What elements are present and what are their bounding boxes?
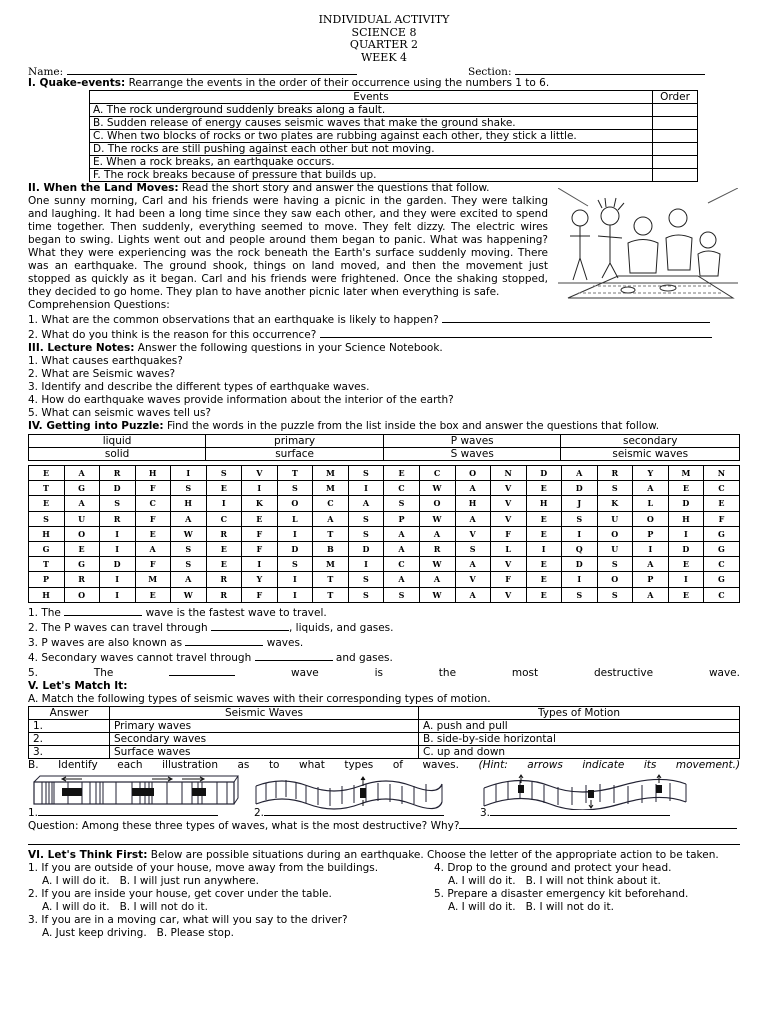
puzzle-letter[interactable]: C	[704, 557, 740, 572]
part5-b-instruction: B. Identify each illustration as to what types of waves. (Hint: arrows indicate its movement.)	[28, 758, 741, 771]
puzzle-letter[interactable]: E	[668, 481, 704, 496]
blank[interactable]	[255, 650, 333, 661]
part6-situations	[28, 862, 740, 962]
blank[interactable]	[64, 605, 142, 616]
puzzle-letter[interactable]: T	[29, 481, 65, 496]
part3-title: III. Lecture Notes:	[28, 342, 135, 354]
puzzle-row	[29, 572, 740, 587]
header-line-4: WEEK 4	[360, 50, 408, 64]
puzzle-letter[interactable]: F	[491, 526, 527, 541]
part3-instruction: Answer the following questions in your Science Notebook.	[134, 342, 443, 354]
puzzle-letter[interactable]: G	[64, 557, 100, 572]
illustration-label-3: 3.	[480, 805, 670, 820]
puzzle-letter[interactable]: O	[597, 572, 633, 587]
part6-title: VI. Let's Think First:	[28, 848, 148, 861]
blank[interactable]	[185, 635, 263, 646]
puzzle-letter[interactable]: S	[455, 541, 491, 556]
puzzle-letter[interactable]: I	[348, 481, 384, 496]
puzzle-letter[interactable]: E	[206, 557, 242, 572]
puzzle-letter[interactable]: E	[29, 466, 65, 481]
puzzle-letter[interactable]: A	[562, 466, 598, 481]
puzzle-letter[interactable]: F	[704, 511, 740, 526]
puzzle-letter[interactable]: I	[171, 466, 207, 481]
puzzle-letter[interactable]: E	[135, 587, 171, 602]
picnic-illustration	[558, 188, 738, 308]
puzzle-letter[interactable]: C	[384, 557, 420, 572]
puzzle-letter[interactable]: I	[100, 541, 136, 556]
puzzle-letter[interactable]: D	[100, 481, 136, 496]
puzzle-letter[interactable]: I	[562, 526, 598, 541]
answer-cell[interactable]: 1.	[29, 719, 110, 732]
lecture-question: 4. How do earthquake waves provide information about the interior of the earth?	[28, 394, 454, 406]
puzzle-letter[interactable]: I	[100, 526, 136, 541]
puzzle-letter[interactable]: S	[171, 541, 207, 556]
puzzle-letter[interactable]: R	[100, 511, 136, 526]
puzzle-letter[interactable]: D	[562, 481, 598, 496]
puzzle-letter[interactable]: N	[704, 466, 740, 481]
puzzle-letter[interactable]: R	[206, 587, 242, 602]
puzzle-q3: 3. P waves are also known as waves.	[28, 636, 304, 649]
motion-cell: A. push and pull	[419, 719, 740, 732]
puzzle-letter[interactable]: T	[313, 526, 349, 541]
puzzle-letter[interactable]: V	[242, 466, 278, 481]
header-line-3: QUARTER 2	[349, 38, 419, 51]
word-item: surface	[206, 448, 384, 461]
puzzle-letter[interactable]: I	[100, 572, 136, 587]
puzzle-letter[interactable]: K	[597, 496, 633, 511]
part5-title: V. Let's Match It:	[28, 679, 128, 692]
part4-instruction: Find the words in the puzzle from the list inside the box and answer the questions that follow.	[163, 420, 660, 432]
lecture-question: 2. What are Seismic waves?	[28, 368, 176, 380]
puzzle-letter[interactable]: S	[348, 466, 384, 481]
puzzle-letter[interactable]: Y	[633, 466, 669, 481]
header-line-2: SCIENCE 8	[351, 25, 417, 39]
q2-answer-line[interactable]	[320, 327, 712, 338]
puzzle-letter[interactable]: H	[29, 526, 65, 541]
order-cell[interactable]	[653, 156, 698, 169]
puzzle-letter[interactable]: A	[455, 557, 491, 572]
puzzle-letter[interactable]: O	[420, 496, 456, 511]
blank[interactable]	[211, 620, 289, 631]
match-header-motion: Types of Motion	[419, 706, 740, 719]
puzzle-letter[interactable]: M	[313, 481, 349, 496]
puzzle-letter[interactable]: A	[420, 526, 456, 541]
puzzle-letter[interactable]: P	[633, 526, 669, 541]
puzzle-letter[interactable]: E	[526, 557, 562, 572]
puzzle-letter[interactable]: G	[704, 526, 740, 541]
word-search-grid	[28, 465, 740, 603]
blank[interactable]	[169, 665, 235, 676]
puzzle-letter[interactable]: I	[348, 557, 384, 572]
puzzle-letter[interactable]: G	[64, 481, 100, 496]
situation-choices[interactable]: A. I will do it. B. I will not do it.	[448, 900, 614, 913]
puzzle-letter[interactable]: S	[348, 511, 384, 526]
puzzle-letter[interactable]: M	[313, 466, 349, 481]
puzzle-letter[interactable]: S	[562, 511, 598, 526]
puzzle-letter[interactable]: F	[135, 511, 171, 526]
puzzle-letter[interactable]: A	[633, 557, 669, 572]
lecture-question: 1. What causes earthquakes?	[28, 355, 183, 367]
puzzle-letter[interactable]: E	[526, 511, 562, 526]
puzzle-letter[interactable]: V	[491, 587, 527, 602]
puzzle-letter[interactable]: I	[668, 572, 704, 587]
order-cell[interactable]	[653, 117, 698, 130]
part4-heading	[28, 420, 740, 433]
puzzle-letter[interactable]: E	[242, 511, 278, 526]
word-item: secondary	[561, 435, 740, 448]
situation-question: 4. Drop to the ground and protect your head.	[434, 861, 672, 874]
puzzle-letter[interactable]: O	[64, 526, 100, 541]
puzzle-letter[interactable]: H	[29, 587, 65, 602]
puzzle-letter[interactable]: E	[526, 481, 562, 496]
puzzle-letter[interactable]: L	[633, 496, 669, 511]
puzzle-letter[interactable]: I	[277, 587, 313, 602]
event-row: A. The rock underground suddenly breaks along a fault.	[90, 104, 653, 117]
answer-line[interactable]	[28, 833, 740, 845]
puzzle-letter[interactable]: H	[455, 496, 491, 511]
puzzle-letter[interactable]: C	[384, 481, 420, 496]
puzzle-letter[interactable]: D	[100, 557, 136, 572]
puzzle-letter[interactable]: S	[277, 481, 313, 496]
word-item: S waves	[384, 448, 561, 461]
puzzle-row	[29, 557, 740, 572]
header-line-1: INDIVIDUAL ACTIVITY	[318, 13, 450, 26]
puzzle-letter[interactable]: R	[206, 526, 242, 541]
puzzle-letter[interactable]: S	[348, 572, 384, 587]
puzzle-letter[interactable]: I	[277, 526, 313, 541]
wave-illustrations	[28, 774, 740, 818]
puzzle-letter[interactable]: W	[420, 587, 456, 602]
puzzle-letter[interactable]: D	[562, 557, 598, 572]
puzzle-letter[interactable]: I	[562, 572, 598, 587]
puzzle-letter[interactable]: I	[277, 572, 313, 587]
illustration-label-1: 1.	[28, 805, 218, 820]
puzzle-letter[interactable]: J	[562, 496, 598, 511]
name-label: Name:	[28, 66, 64, 78]
puzzle-letter[interactable]: L	[277, 511, 313, 526]
puzzle-letter[interactable]: A	[171, 572, 207, 587]
puzzle-letter[interactable]: T	[277, 466, 313, 481]
puzzle-letter[interactable]: F	[491, 572, 527, 587]
puzzle-letter[interactable]: A	[384, 526, 420, 541]
worksheet-page	[28, 14, 740, 962]
part6-heading	[28, 849, 740, 862]
puzzle-letter[interactable]: S	[100, 496, 136, 511]
puzzle-row	[29, 541, 740, 556]
lecture-question: 3. Identify and describe the different types of earthquake waves.	[28, 381, 370, 393]
puzzle-letter[interactable]: W	[420, 557, 456, 572]
puzzle-letter[interactable]: A	[348, 496, 384, 511]
puzzle-letter[interactable]: S	[597, 587, 633, 602]
puzzle-letter[interactable]: S	[597, 481, 633, 496]
order-header: Order	[653, 91, 698, 104]
puzzle-letter[interactable]: S	[277, 557, 313, 572]
puzzle-letter[interactable]: A	[171, 511, 207, 526]
puzzle-letter[interactable]: S	[29, 511, 65, 526]
puzzle-letter[interactable]: R	[206, 572, 242, 587]
puzzle-letter[interactable]: R	[100, 466, 136, 481]
puzzle-letter[interactable]: A	[64, 496, 100, 511]
part5-a-instruction: A. Match the following types of seismic waves with their corresponding types of motion.	[28, 692, 491, 705]
puzzle-letter[interactable]: I	[242, 481, 278, 496]
puzzle-letter[interactable]: R	[597, 466, 633, 481]
puzzle-letter[interactable]: U	[597, 541, 633, 556]
puzzle-letter[interactable]: E	[64, 541, 100, 556]
puzzle-letter[interactable]: I	[526, 541, 562, 556]
puzzle-letter[interactable]: C	[135, 496, 171, 511]
puzzle-letter[interactable]: E	[668, 587, 704, 602]
match-table	[28, 706, 740, 759]
story-paragraph: One sunny morning, Carl and his friends were having a picnic in the garden. They were talking and laughing. It had been a long time since they saw each other, and they were excited to spend time together. Then suddenly, everything seemed to move. They felt dizzy. The electric wires began to swing. Lights went out and people around them began to panic. What was happening? What they were experiencing was the rock beneath the Earth's surface suddenly moving. There was an earthquake. The ground shook, things on land moved, and then the movement just stopped as quickly as it began. Carl and his friends were frightened. Once the shaking stopped, they decided to go home. They plan to have another picnic later when everything is safe.	[28, 195, 548, 298]
puzzle-q2: 2. The P waves can travel through , liquids, and gases.	[28, 621, 394, 634]
puzzle-q4: 4. Secondary waves cannot travel through and gases.	[28, 651, 393, 664]
event-row: C. When two blocks of rocks or two plates are rubbing against each other, they stick a little.	[90, 130, 653, 143]
name-section-row	[28, 64, 740, 77]
puzzle-row	[29, 511, 740, 526]
puzzle-row	[29, 526, 740, 541]
match-header-waves: Seismic Waves	[110, 706, 419, 719]
puzzle-letter[interactable]: I	[100, 587, 136, 602]
puzzle-letter[interactable]: E	[384, 466, 420, 481]
puzzle-letter[interactable]: I	[206, 496, 242, 511]
situation-choices[interactable]: A. Just keep driving. B. Please stop.	[42, 926, 234, 939]
comprehension-q1: 1. What are the common observations that an earthquake is likely to happen?	[28, 312, 740, 327]
illustration-label-2: 2.	[254, 805, 444, 820]
puzzle-letter[interactable]: O	[633, 511, 669, 526]
puzzle-letter[interactable]: A	[455, 481, 491, 496]
puzzle-letter[interactable]: W	[420, 511, 456, 526]
puzzle-letter[interactable]: A	[633, 587, 669, 602]
puzzle-letter[interactable]: R	[420, 541, 456, 556]
puzzle-letter[interactable]: E	[29, 496, 65, 511]
puzzle-letter[interactable]: W	[420, 481, 456, 496]
puzzle-letter[interactable]: O	[64, 587, 100, 602]
worksheet-header	[28, 14, 740, 64]
puzzle-letter[interactable]: V	[455, 572, 491, 587]
puzzle-letter[interactable]: I	[633, 541, 669, 556]
puzzle-letter[interactable]: E	[704, 496, 740, 511]
word-item: primary	[206, 435, 384, 448]
p-wave-illustration	[32, 774, 240, 806]
puzzle-letter[interactable]: M	[313, 557, 349, 572]
puzzle-letter[interactable]: A	[313, 511, 349, 526]
situation-question: 2. If you are inside your house, get cover under the table.	[28, 887, 332, 900]
wave-cell: Primary waves	[110, 719, 419, 732]
situations-right	[434, 862, 740, 914]
event-row: F. The rock breaks because of pressure that builds up.	[90, 169, 653, 182]
puzzle-letter[interactable]: A	[455, 587, 491, 602]
part2-title: II. When the Land Moves:	[28, 182, 179, 194]
puzzle-letter[interactable]: E	[206, 541, 242, 556]
puzzle-row	[29, 466, 740, 481]
motion-cell: C. up and down	[419, 745, 740, 758]
event-row: E. When a rock breaks, an earthquake occurs.	[90, 156, 653, 169]
puzzle-row	[29, 481, 740, 496]
puzzle-letter[interactable]: E	[668, 557, 704, 572]
puzzle-letter[interactable]: E	[135, 526, 171, 541]
puzzle-row	[29, 496, 740, 511]
quake-events-table	[89, 90, 698, 182]
puzzle-letter[interactable]: F	[242, 541, 278, 556]
puzzle-letter[interactable]: D	[277, 541, 313, 556]
puzzle-letter[interactable]: H	[171, 496, 207, 511]
puzzle-letter[interactable]: A	[633, 481, 669, 496]
puzzle-letter[interactable]: K	[242, 496, 278, 511]
situation-choices[interactable]: A. I will do it. B. I will not do it.	[42, 900, 208, 913]
puzzle-letter[interactable]: G	[704, 541, 740, 556]
puzzle-letter[interactable]: V	[455, 526, 491, 541]
puzzle-letter[interactable]: O	[455, 466, 491, 481]
puzzle-letter[interactable]: S	[206, 466, 242, 481]
wave-cell: Secondary waves	[110, 732, 419, 745]
puzzle-letter[interactable]: D	[526, 466, 562, 481]
section-label: Section:	[468, 66, 512, 78]
order-cell[interactable]	[653, 130, 698, 143]
puzzle-letter[interactable]: S	[171, 481, 207, 496]
part1-title: I. Quake-events:	[28, 77, 126, 89]
situation-choices[interactable]: A. I will do it. B. I will not think about it.	[448, 874, 661, 887]
situation-question: 3. If you are in a moving car, what will you say to the driver?	[28, 913, 348, 926]
puzzle-letter[interactable]: H	[135, 466, 171, 481]
puzzle-letter[interactable]: G	[704, 572, 740, 587]
puzzle-letter[interactable]: H	[668, 511, 704, 526]
puzzle-letter[interactable]: S	[348, 526, 384, 541]
puzzle-letter[interactable]: E	[526, 587, 562, 602]
puzzle-letter[interactable]: V	[491, 557, 527, 572]
part1-instruction: Rearrange the events in the order of their occurrence using the numbers 1 to 6.	[125, 77, 550, 89]
part4-title: IV. Getting into Puzzle:	[28, 420, 164, 432]
puzzle-letter[interactable]: S	[384, 587, 420, 602]
order-cell[interactable]	[653, 169, 698, 182]
puzzle-letter[interactable]: E	[526, 572, 562, 587]
puzzle-letter[interactable]: V	[491, 496, 527, 511]
part5-question: Question: Among these three types of waves, what is the most destructive? Why?	[28, 818, 740, 833]
section-field[interactable]	[515, 64, 705, 75]
puzzle-letter[interactable]: R	[64, 572, 100, 587]
puzzle-letter[interactable]: M	[135, 572, 171, 587]
situation-choices[interactable]: A. I will do it. B. I will just run anywhere.	[42, 874, 259, 887]
puzzle-letter[interactable]: U	[597, 511, 633, 526]
part2-instruction: Read the short story and answer the questions that follow.	[178, 182, 490, 194]
puzzle-letter[interactable]: C	[313, 496, 349, 511]
word-item: seismic waves	[561, 448, 740, 461]
puzzle-letter[interactable]: I	[242, 557, 278, 572]
puzzle-letter[interactable]: C	[420, 466, 456, 481]
puzzle-letter[interactable]: E	[206, 481, 242, 496]
answer-cell[interactable]: 2.	[29, 732, 110, 745]
word-list-box	[28, 434, 740, 461]
part2-section	[28, 182, 740, 342]
puzzle-letter[interactable]: F	[242, 526, 278, 541]
puzzle-letter[interactable]: T	[313, 572, 349, 587]
puzzle-letter[interactable]: S	[348, 587, 384, 602]
puzzle-letter[interactable]: V	[491, 481, 527, 496]
puzzle-letter[interactable]: C	[704, 587, 740, 602]
puzzle-q5: 5. The wave is the most destructive wave.	[28, 666, 740, 679]
puzzle-letter[interactable]: I	[668, 526, 704, 541]
puzzle-letter[interactable]: B	[313, 541, 349, 556]
puzzle-letter[interactable]: W	[171, 526, 207, 541]
puzzle-letter[interactable]: T	[313, 587, 349, 602]
puzzle-letter[interactable]: A	[384, 541, 420, 556]
puzzle-row	[29, 587, 740, 602]
puzzle-letter[interactable]: V	[491, 511, 527, 526]
word-item: P waves	[384, 435, 561, 448]
answer-cell[interactable]: 3.	[29, 745, 110, 758]
situations-left	[28, 862, 428, 940]
puzzle-letter[interactable]: O	[597, 526, 633, 541]
puzzle-letter[interactable]: H	[526, 496, 562, 511]
puzzle-letter[interactable]: Q	[562, 541, 598, 556]
puzzle-letter[interactable]: F	[135, 481, 171, 496]
puzzle-letter[interactable]: D	[668, 541, 704, 556]
lecture-question: 5. What can seismic waves tell us?	[28, 407, 212, 419]
wave-cell: Surface waves	[110, 745, 419, 758]
part3-heading	[28, 342, 740, 355]
part6-instruction: Below are possible situations during an earthquake. Choose the letter of the appropriate action to be taken.	[147, 848, 719, 861]
event-row: D. The rocks are still pushing against each other but not moving.	[90, 143, 653, 156]
puzzle-letter[interactable]: O	[277, 496, 313, 511]
puzzle-letter[interactable]: C	[206, 511, 242, 526]
puzzle-letter[interactable]: S	[384, 496, 420, 511]
puzzle-letter[interactable]: L	[491, 541, 527, 556]
puzzle-letter[interactable]: A	[420, 572, 456, 587]
word-item: solid	[29, 448, 206, 461]
puzzle-letter[interactable]: A	[384, 572, 420, 587]
puzzle-letter[interactable]: W	[171, 587, 207, 602]
puzzle-letter[interactable]: S	[597, 557, 633, 572]
puzzle-letter[interactable]: S	[171, 557, 207, 572]
puzzle-letter[interactable]: P	[29, 572, 65, 587]
order-cell[interactable]	[653, 104, 698, 117]
puzzle-letter[interactable]: A	[135, 541, 171, 556]
puzzle-letter[interactable]: D	[668, 496, 704, 511]
puzzle-letter[interactable]: D	[348, 541, 384, 556]
puzzle-letter[interactable]: C	[704, 481, 740, 496]
puzzle-letter[interactable]: P	[384, 511, 420, 526]
situation-question: 5. Prepare a disaster emergency kit beforehand.	[434, 887, 689, 900]
events-header: Events	[90, 91, 653, 104]
puzzle-letter[interactable]: M	[668, 466, 704, 481]
puzzle-letter[interactable]: G	[29, 541, 65, 556]
motion-cell: B. side-by-side horizontal	[419, 732, 740, 745]
match-header-answer: Answer	[29, 706, 110, 719]
word-item: liquid	[29, 435, 206, 448]
puzzle-letter[interactable]: U	[64, 511, 100, 526]
puzzle-letter[interactable]: F	[242, 587, 278, 602]
puzzle-letter[interactable]: Y	[242, 572, 278, 587]
event-row: B. Sudden release of energy causes seismic waves that make the ground shake.	[90, 117, 653, 130]
puzzle-letter[interactable]: F	[135, 557, 171, 572]
puzzle-letter[interactable]: A	[455, 511, 491, 526]
puzzle-letter[interactable]: S	[562, 587, 598, 602]
puzzle-letter[interactable]: E	[526, 526, 562, 541]
comprehension-q2: 2. What do you think is the reason for this occurrence?	[28, 327, 740, 342]
puzzle-letter[interactable]: N	[491, 466, 527, 481]
order-cell[interactable]	[653, 143, 698, 156]
puzzle-q1: 1. The wave is the fastest wave to travel.	[28, 606, 327, 619]
puzzle-letter[interactable]: T	[29, 557, 65, 572]
puzzle-letter[interactable]: P	[633, 572, 669, 587]
situation-question: 1. If you are outside of your house, move away from the buildings.	[28, 861, 379, 874]
puzzle-letter[interactable]: A	[64, 466, 100, 481]
q1-answer-line[interactable]	[442, 312, 710, 323]
comprehension-label: Comprehension Questions:	[28, 299, 170, 311]
name-field[interactable]	[67, 64, 357, 75]
